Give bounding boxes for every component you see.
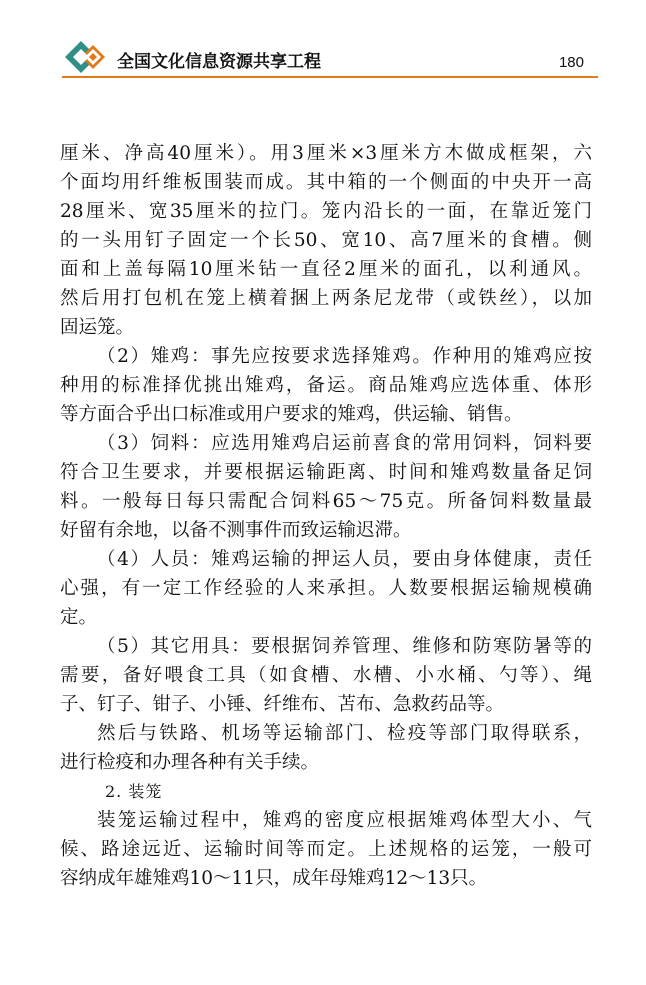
body-text	[60, 139, 592, 893]
header-rule	[62, 76, 598, 78]
text-line: 厘米、净高40厘米）。用3厘米×3厘米方木做成框架，六	[60, 143, 592, 164]
header-title: 全国文化信息资源共享工程	[117, 52, 321, 72]
text-line: 个面均用纤维板围装而成。其中箱的一个侧面的中央开一高	[60, 172, 592, 193]
diamond-logo-icon	[62, 38, 116, 76]
text-line: 固运笼。	[60, 317, 135, 338]
text-line: 需要，备好喂食工具（如食槽、水槽、小水桶、勺等）、绳	[60, 665, 592, 686]
text-line: 然后用打包机在笼上横着捆上两条尼龙带（或铁丝），以加	[60, 288, 592, 309]
text-line: （3）饲料：应选用雉鸡启运前喜食的常用饲料，饲料要	[97, 433, 592, 454]
text-line: （4）人员：雉鸡运输的押运人员，要由身体健康，责任	[97, 549, 592, 570]
section-heading: 2. 装笼	[105, 782, 163, 801]
text-line: 等方面合乎出口标准或用户要求的雉鸡，供运输、销售。	[60, 404, 523, 425]
text-line: 心强，有一定工作经验的人来承担。人数要根据运输规模确	[60, 578, 592, 599]
text-line: 符合卫生要求，并要根据运输距离、时间和雉鸡数量备足饲	[60, 462, 592, 483]
text-line: 子、钉子、钳子、小锤、纤维布、苫布、急救药品等。	[60, 694, 505, 715]
text-line: 装笼运输过程中，雉鸡的密度应根据雉鸡体型大小、气	[97, 810, 592, 831]
text-line: 28厘米、宽35厘米的拉门。笼内沿长的一面，在靠近笼门	[60, 201, 592, 222]
text-line: 面和上盖每隔10厘米钻一直径2厘米的面孔，以利通风。	[60, 259, 592, 280]
text-line: 定。	[60, 607, 98, 628]
text-line: 容纳成年雄雉鸡10～11只，成年母雉鸡12～13只。	[60, 868, 488, 889]
text-line: 种用的标准择优挑出雉鸡，备运。商品雉鸡应选体重、体形	[60, 375, 592, 396]
text-line: （5）其它用具：要根据饲养管理、维修和防寒防暑等的	[97, 636, 592, 657]
text-line: （2）雉鸡：事先应按要求选择雉鸡。作种用的雉鸡应按	[97, 346, 592, 367]
page-number: 180	[558, 54, 584, 71]
page-header	[0, 0, 646, 80]
text-line: 料。一般每日每只需配合饲料65～75克。所备饲料数量最	[60, 491, 592, 512]
text-line: 好留有余地，以备不测事件而致运输迟滞。	[60, 520, 412, 541]
text-line: 进行检疫和办理各种有关手续。	[60, 752, 320, 773]
text-line: 然后与铁路、机场等运输部门、检疫等部门取得联系，	[97, 723, 592, 744]
text-line: 候、路途远近、运输时间等而定。上述规格的运笼，一般可	[60, 839, 592, 860]
text-line: 的一头用钉子固定一个长50、宽10、高7厘米的食槽。侧	[60, 230, 592, 251]
